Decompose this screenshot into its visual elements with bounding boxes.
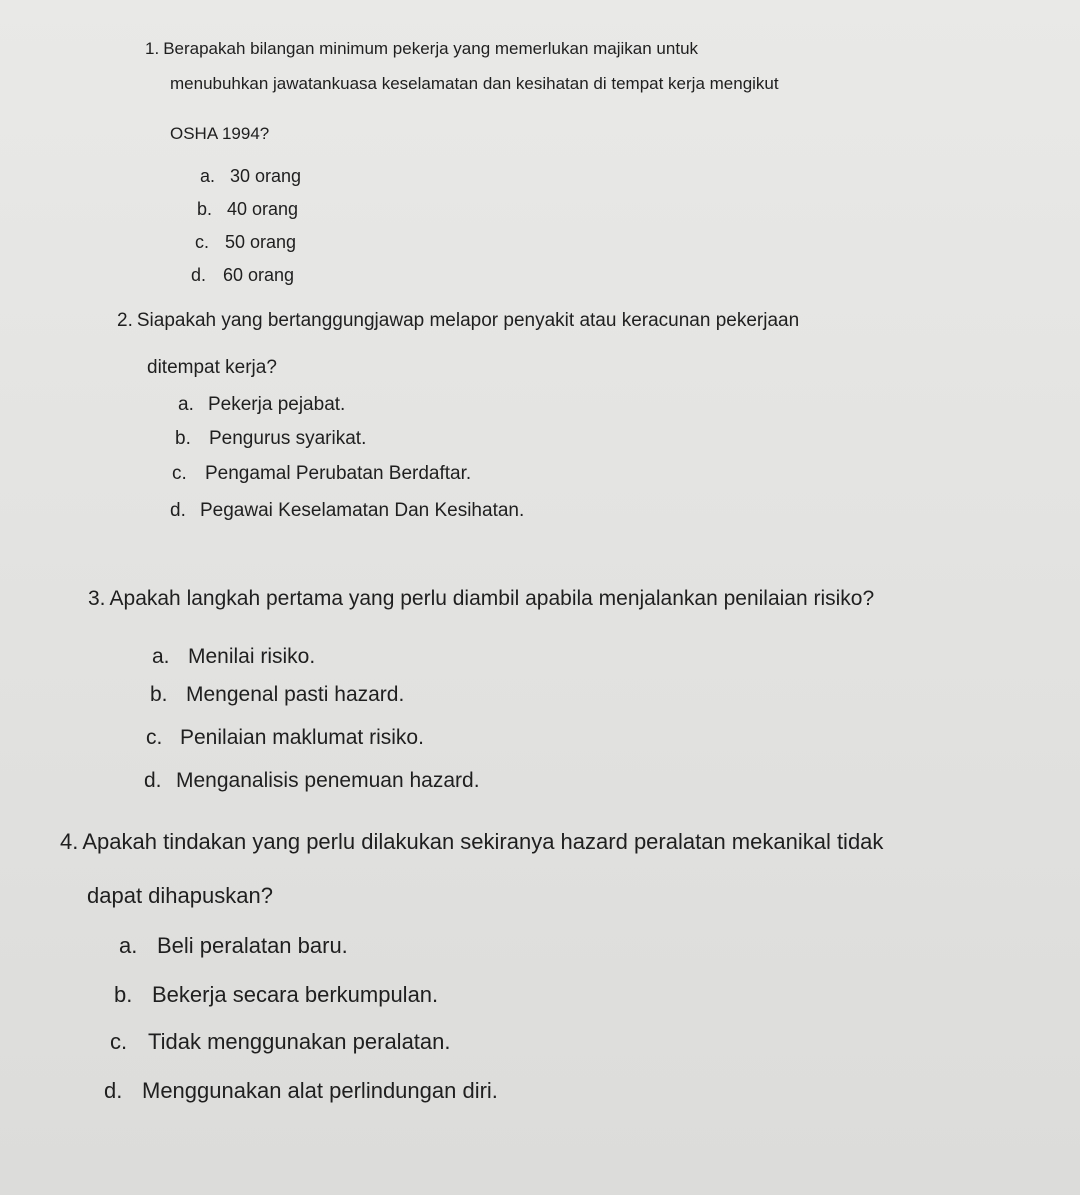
question-4-line-1: [60, 831, 883, 853]
question-2-option-a: [178, 395, 345, 414]
option-text: Tidak menggunakan peralatan.: [148, 1029, 451, 1054]
option-text: Pengurus syarikat.: [209, 428, 367, 449]
option-letter: a.: [152, 645, 170, 668]
option-letter: a.: [119, 933, 138, 958]
question-1-line-1: [145, 40, 698, 57]
option-text: 40 orang: [227, 199, 299, 219]
question-3-line-1: [88, 588, 874, 609]
option-letter: b.: [150, 683, 168, 706]
question-4-text-line-1: Apakah tindakan yang perlu dilakukan sekiranya hazard peralatan mekanikal tidak: [82, 829, 884, 854]
option-letter: c.: [146, 726, 163, 749]
option-text: Beli peralatan baru.: [157, 933, 348, 958]
question-2-number: 2.: [117, 310, 133, 331]
option-text: Menganalisis penemuan hazard.: [176, 769, 480, 792]
question-4-option-b: [114, 984, 438, 1006]
question-2-text-line-2: ditempat kerja?: [147, 357, 277, 378]
question-3-option-d: [144, 770, 480, 791]
option-text: 50 orang: [225, 232, 297, 252]
option-text: Menggunakan alat perlindungan diri.: [142, 1078, 498, 1103]
option-letter: a.: [200, 166, 216, 186]
option-text: 60 orang: [223, 265, 295, 285]
question-1-option-b: [197, 200, 298, 218]
question-2-line-1: [117, 311, 799, 330]
question-3-option-b: [150, 684, 404, 705]
option-letter: d.: [191, 265, 207, 285]
question-1-option-c: [195, 233, 296, 251]
question-2-option-c: [172, 464, 471, 483]
option-text: Bekerja secara berkumpulan.: [152, 982, 439, 1007]
option-text: Penilaian maklumat risiko.: [180, 726, 424, 749]
question-4-number: 4.: [60, 829, 79, 854]
question-3-option-a: [152, 646, 315, 667]
option-text: Pekerja pejabat.: [208, 394, 346, 415]
question-3-number: 3.: [88, 587, 106, 610]
question-4-option-c: [110, 1031, 451, 1053]
question-2-option-b: [175, 429, 366, 448]
question-2-option-d: [170, 501, 524, 520]
option-letter: d.: [104, 1078, 123, 1103]
option-text: Pengamal Perubatan Berdaftar.: [205, 463, 472, 484]
question-3-text-line-1: Apakah langkah pertama yang perlu diambil apabila menjalankan penilaian risiko?: [109, 587, 875, 610]
option-text: Menilai risiko.: [188, 645, 316, 668]
question-1-option-d: [191, 266, 294, 284]
option-text: Pegawai Keselamatan Dan Kesihatan.: [200, 500, 525, 521]
option-letter: a.: [178, 394, 194, 415]
option-letter: c.: [172, 463, 187, 484]
question-4-option-d: [104, 1080, 498, 1102]
question-1-text-line-3: OSHA 1994?: [170, 124, 270, 143]
question-1-text-line-2: menubuhkan jawatankuasa keselamatan dan kesihatan di tempat kerja mengikut: [170, 74, 779, 93]
option-letter: d.: [170, 500, 186, 521]
question-2-text-line-1: Siapakah yang bertanggungjawap melapor penyakit atau keracunan pekerjaan: [136, 310, 800, 331]
option-text: 30 orang: [230, 166, 302, 186]
question-4-option-a: [119, 935, 348, 957]
option-letter: b.: [175, 428, 191, 449]
option-letter: c.: [110, 1029, 128, 1054]
option-letter: c.: [195, 232, 210, 252]
question-1-number: 1.: [145, 39, 160, 58]
question-3-option-c: [146, 727, 424, 748]
question-4-text-line-2: dapat dihapuskan?: [87, 883, 273, 908]
option-letter: b.: [114, 982, 133, 1007]
option-text: Mengenal pasti hazard.: [186, 683, 405, 706]
question-1-option-a: [200, 167, 301, 185]
option-letter: b.: [197, 199, 213, 219]
question-1-text-line-1: Berapakah bilangan minimum pekerja yang memerlukan majikan untuk: [163, 39, 699, 58]
option-letter: d.: [144, 769, 162, 792]
